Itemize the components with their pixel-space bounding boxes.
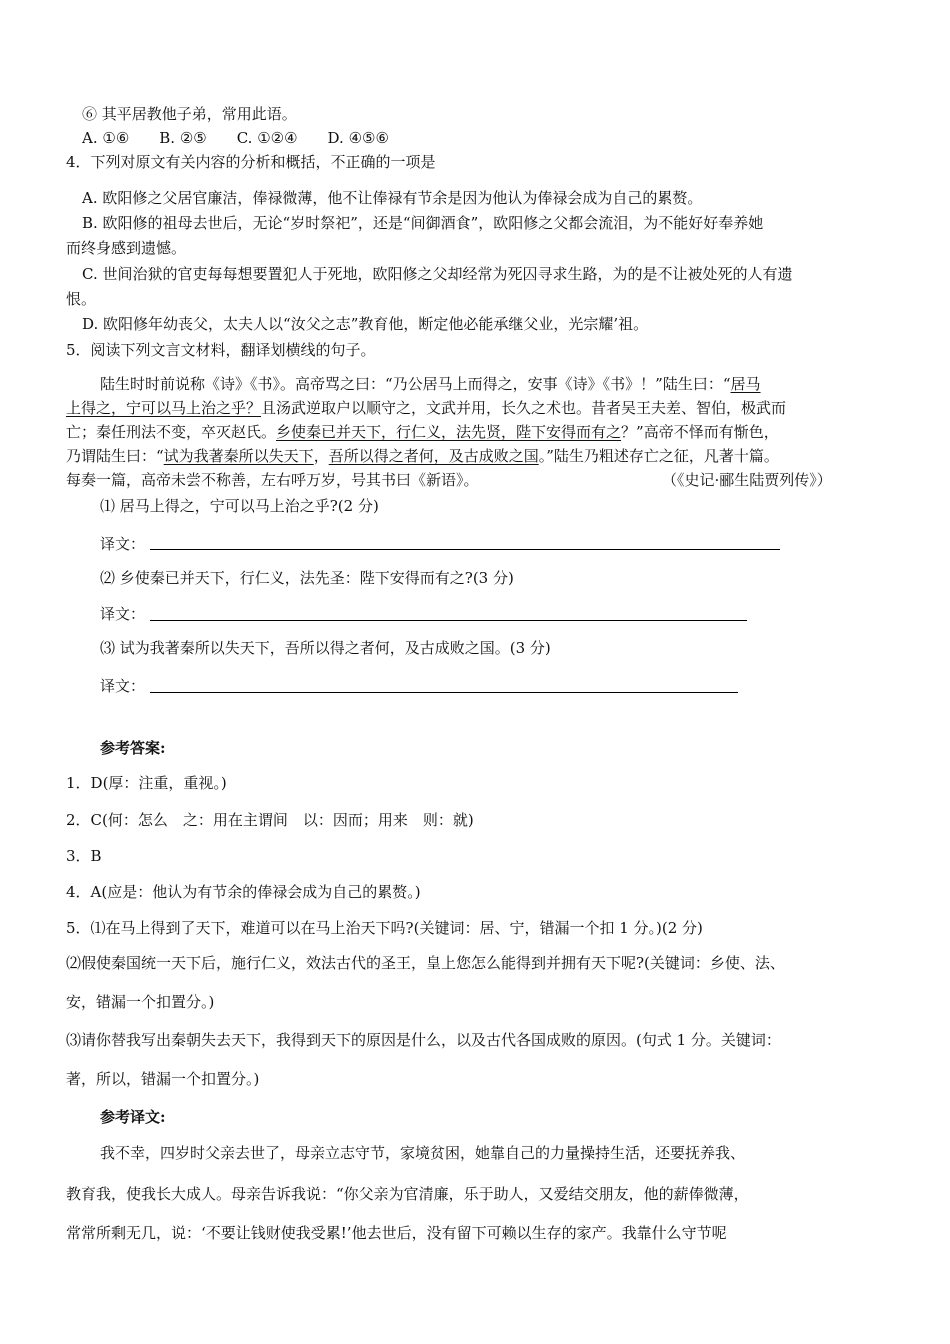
answer-5-3-line2: 著，所以，错漏一个扣置分。) [66, 1070, 260, 1088]
sub-question-2: ⑵ 乡使秦已并天下，行仁义，法先圣：陛下安得而有之?(3 分) [100, 569, 514, 587]
answer-5-3-line1: ⑶请你替我写出秦朝失去天下，我得到天下的原因是什么，以及古代各国成败的原因。(句式 1 分。关键词： [66, 1031, 781, 1049]
answer-label-2: 译文： [100, 605, 146, 623]
q4-stem: 4．下列对原文有关内容的分析和概括，不正确的一项是 [66, 153, 436, 171]
answer-4: 4．A(应是：他认为有节余的俸禄会成为自己的累赘。) [66, 883, 421, 901]
q5-stem: 5．阅读下列文言文材料，翻译划横线的句子。 [66, 341, 376, 359]
passage-line-4 [66, 446, 779, 466]
passage-text: 且汤武逆取户以顺守之，文武并用，长久之术也。昔者吴王夫差、智伯，极武而 [261, 399, 787, 417]
answer-5-1: 5．⑴在马上得到了天下，难道可以在马上治天下吗?(关键词：居、宁，错漏一个扣 1 分。)(2 分) [66, 919, 703, 937]
passage-text: ？”高帝不怿而有惭色， [621, 423, 779, 441]
answers-heading: 参考答案: [100, 739, 166, 757]
q4-option-d: D. 欧阳修年幼丧父，太夫人以“汝父之志”教育他，断定他必能承继父业，光宗耀’祖。 [82, 315, 649, 333]
passage-line-2 [66, 398, 786, 418]
passage-line-5: 每奏一篇，高帝未尝不称善，左右呼万岁，号其书曰《新语》。 [66, 471, 479, 489]
answer-line-1[interactable] [150, 549, 780, 550]
translation-line-2: 教育我，使我长大成人。母亲告诉我说：“你父亲为官清廉，乐于助人，又爱结交朋友，他的薪俸微薄， [66, 1185, 749, 1203]
answer-1: 1．D(厚：注重，重视。) [66, 774, 227, 792]
passage-text: 陆生时时前说称《诗》《书》。高帝骂之曰：“乃公居马上而得之，安事《诗》《书》！”陆生曰：“ [100, 375, 731, 393]
underlined-sentence-1-cont: 上得之，宁可以马上治之乎？ [66, 399, 262, 417]
q4-option-c-line1: C. 世间治狱的官吏每每想要置犯人于死地，欧阳修之父却经常为死囚寻求生路，为的是不让被处死的人有遗 [82, 265, 793, 283]
answer-3: 3．B [66, 847, 102, 865]
q4-option-a: A. 欧阳修之父居官廉洁，俸禄微薄，他不让俸禄有节余是因为他认为俸禄会成为自己的累赘。 [82, 189, 703, 207]
passage-line-1 [100, 374, 761, 394]
passage-text: ， [313, 447, 329, 465]
translation-line-1: 我不幸，四岁时父亲去世了，母亲立志守节，家境贫困，她靠自己的力量操持生活，还要抚养我、 [100, 1144, 746, 1162]
translation-heading: 参考译文: [100, 1108, 166, 1126]
sub-question-1: ⑴ 居马上得之，宁可以马上治之乎?(2 分) [100, 497, 379, 515]
passage-text: 。”陆生乃粗述存亡之征，凡著十篇。 [538, 447, 779, 465]
answer-label-1: 译文： [100, 535, 146, 553]
sub-question-3: ⑶ 试为我著秦所以失天下，吾所以得之者何，及古成败之国。(3 分) [100, 639, 551, 657]
underlined-sentence-1: 居马 [730, 375, 761, 393]
q4-option-b-line1: B. 欧阳修的祖母去世后，无论“岁时祭祀”，还是“间御酒食”，欧阳修之父都会流泪，为不能好好奉养她 [82, 214, 764, 232]
underlined-sentence-2: 乡使秦已并天下，行仁义，法先贤，陛下安得而有之 [276, 423, 622, 441]
q4-option-b-line2: 而终身感到遗憾。 [66, 239, 187, 257]
answer-line-2[interactable] [150, 620, 747, 621]
q4-option-c-line2: 恨。 [66, 290, 97, 308]
q3-choices: A. ①⑥ B. ②⑤ C. ①②④ D. ④⑤⑥ [82, 129, 389, 147]
translation-line-3: 常常所剩无几，说：‘不要让钱财使我受累!’他去世后，没有留下可赖以生存的家产。我靠什么守节呢 [66, 1224, 727, 1242]
answer-5-2-line1: ⑵假使秦国统一天下后，施行仁义，效法古代的圣王，皇上您怎么能得到并拥有天下呢?(关键词：乡使、法、 [66, 954, 785, 972]
answer-line-3[interactable] [150, 692, 738, 693]
passage-text: 亡；秦任刑法不变，卒灭赵氏。 [66, 423, 277, 441]
answer-label-3: 译文： [100, 677, 146, 695]
passage-line-3 [66, 422, 779, 442]
answer-5-2-line2: 安，错漏一个扣置分。) [66, 993, 215, 1011]
answer-2: 2．C(何：怎么 之：用在主谓间 以：因而；用来 则：就) [66, 811, 474, 829]
underlined-sentence-3a: 试为我著秦所以失天下 [163, 447, 314, 465]
underlined-sentence-3b: 吾所以得之者何，及古成败之国 [328, 447, 539, 465]
passage-text: 乃谓陆生曰：“ [66, 447, 164, 465]
q3-item-6: ⑥ 其平居教他子弟，常用此语。 [82, 105, 297, 123]
passage-source: （《史记·郦生陆贾列传》） [662, 471, 832, 489]
